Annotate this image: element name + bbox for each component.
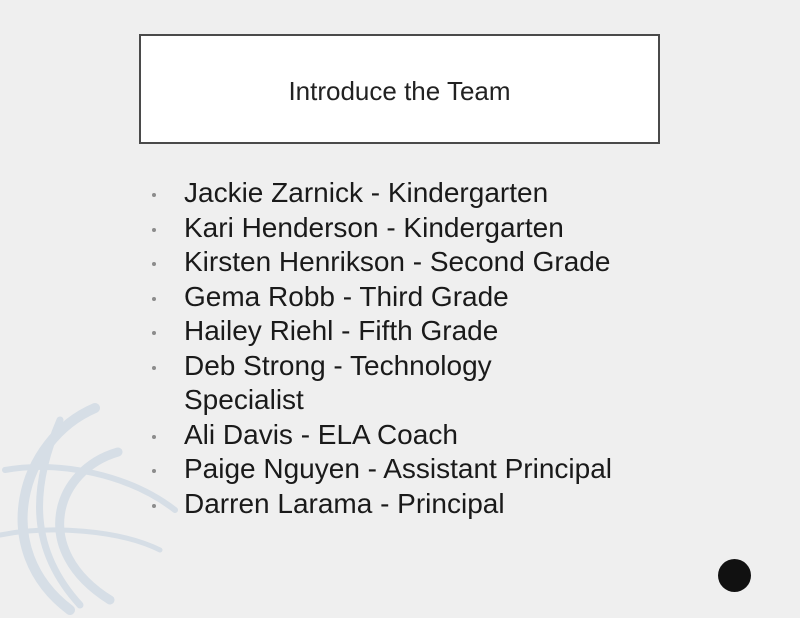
slide-title: Introduce the Team [288,75,511,106]
list-item [146,418,666,453]
list-item [146,211,666,246]
list-item [146,245,666,280]
title-box [139,34,660,144]
list-item [146,280,666,315]
team-list [146,176,666,521]
bullet-dot-icon [146,452,184,487]
list-item [146,176,666,211]
list-item-text: Darren Larama - Principal [184,487,505,519]
list-item [146,487,666,522]
bullet-dot-icon [146,280,184,315]
bullet-dot-icon [146,176,184,211]
bullet-dot-icon [146,211,184,246]
bullet-dot-icon [146,487,184,522]
bullet-dot-icon [146,314,184,349]
bullet-dot-icon [146,349,184,384]
list-item-text: Kari Henderson - Kindergarten [184,211,564,243]
list-item [146,349,666,418]
slide-nav-dot-icon[interactable] [718,559,751,592]
list-item-text: Paige Nguyen - Assistant Principal [184,453,612,484]
list-item-text: Deb Strong - Technology Specialist [184,349,492,415]
list-item [146,314,666,349]
bullet-dot-icon [146,245,184,280]
bullet-dot-icon [146,418,184,453]
list-item-text: Gema Robb - Third Grade [184,280,509,312]
list-item-text: Jackie Zarnick - Kindergarten [184,177,549,208]
list-item-text: Kirsten Henrikson - Second Grade [184,246,611,277]
list-item-text: Hailey Riehl - Fifth Grade [184,315,499,346]
list-item [146,452,666,487]
list-item-text: Ali Davis - ELA Coach [184,418,458,450]
